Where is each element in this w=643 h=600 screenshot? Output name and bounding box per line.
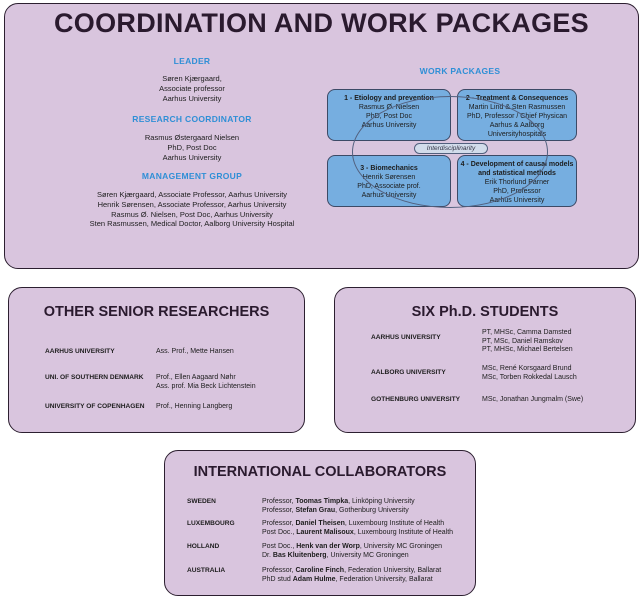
work-package-4: [457, 155, 577, 207]
wp-line: Universityhospitals: [487, 131, 547, 138]
collaborator-entry: Post Doc., Henk van der Worp, University MC Groningen: [262, 543, 442, 550]
wp-line: Martin Lind & Sten Rasmussen: [468, 104, 566, 111]
researcher-entry: Prof., Ellen Aagaard Nøhr: [156, 374, 236, 381]
phd-students-panel: [334, 287, 636, 433]
wp-line: PhD, Professor / Chief Physican: [467, 113, 567, 120]
wp-line: Aarhus University: [489, 197, 545, 204]
work-package-3: [327, 155, 451, 207]
leader-line: Associate professor: [159, 83, 225, 93]
management-group-block: [72, 190, 312, 229]
collaborator-name: Toomas Timpka: [295, 498, 349, 505]
country-label: AUSTRALIA: [187, 567, 226, 574]
country-label: SWEDEN: [187, 498, 216, 505]
wp-line: Aarhus & Aalborg: [489, 122, 545, 129]
phd-students-title: SIX Ph.D. STUDENTS: [411, 304, 559, 320]
researcher-entry: Ass. prof. Mia Beck Lichtenstein: [156, 382, 256, 390]
coordinator-line: PhD, Post Doc: [167, 142, 217, 152]
wp-line: Rasmus Ø. Nielsen: [358, 104, 420, 111]
international-collaborators-title: INTERNATIONAL COLLABORATORS: [193, 464, 447, 480]
wp-title: 1 - Etiology and prevention: [344, 95, 434, 102]
wp-line: Erik Thorlund Parner: [484, 179, 550, 186]
institution-label: UNIVERSITY OF COPENHAGEN: [45, 403, 145, 410]
international-collaborators-panel: [164, 450, 476, 596]
institution-label: GOTHENBURG UNIVERSITY: [371, 396, 461, 403]
country-label: HOLLAND: [187, 543, 220, 550]
interdisciplinarity-label: Interdisciplinarity: [414, 143, 488, 154]
collaborator-name: Henk van der Worp: [296, 543, 360, 550]
coordinator-line: Rasmus Østergaard Nielsen: [144, 133, 240, 142]
researcher-entry: Ass. Prof., Mette Hansen: [156, 348, 234, 355]
student-entry: MSc, Jonathan Jungmalm (Swe): [482, 396, 584, 403]
leader-line: Søren Kjærgaard,: [162, 74, 222, 83]
institution-label: AALBORG UNIVERSITY: [371, 369, 446, 376]
work-packages-heading: WORK PACKAGES: [419, 66, 501, 76]
management-line: Rasmus Ø. Nielsen, Post Doc, Aarhus University: [111, 209, 273, 219]
coordinator-line: Aarhus University: [162, 152, 222, 162]
wp-line: PhD, Associate prof.: [357, 183, 421, 190]
collaborator-entry: Professor, Stefan Grau, Gothenburg University: [262, 506, 409, 514]
wp-line: PhD, Professor: [493, 188, 541, 195]
management-line: Henrik Sørensen, Associate Professor, Aarhus University: [97, 199, 287, 209]
institution-label: UNI. OF SOUTHERN DENMARK: [45, 374, 144, 381]
collaborator-name: Daniel Theisen: [295, 520, 345, 527]
student-entry: MSc, Torben Rokkedal Lausch: [482, 373, 577, 381]
wp-title: 4 - Development of causal models: [460, 161, 574, 168]
wp-line: Henrik Sørensen: [362, 174, 416, 181]
management-line: Sten Rasmussen, Medical Doctor, Aalborg University Hospital: [89, 219, 295, 229]
wp-line: PhD, Post Doc: [366, 113, 412, 120]
collaborator-entry: Professor, Caroline Finch, Federation University, Ballarat: [262, 567, 442, 574]
work-package-2: [457, 89, 577, 141]
country-label: LUXEMBOURG: [187, 520, 235, 527]
institution-label: AARHUS UNIVERSITY: [371, 334, 441, 341]
wp-title-continued: and statistical methods: [478, 170, 556, 177]
collaborator-name: Caroline Finch: [295, 567, 345, 574]
collaborator-entry: Professor, Daniel Theisen, Luxembourg Institute of Health: [262, 520, 445, 527]
collaborator-entry: Professor, Toomas Timpka, Linköping University: [262, 498, 415, 505]
collaborator-name: Stefan Grau: [295, 506, 336, 514]
researcher-entry: Prof., Henning Langberg: [156, 403, 233, 410]
senior-researchers-panel: [8, 287, 305, 433]
collaborator-name: Adam Hulme: [292, 575, 336, 583]
wp-line: Aarhus University: [361, 122, 417, 129]
collaborator-entry: Post Doc., Laurent Malisoux, Luxembourg Institute of Health: [262, 528, 454, 536]
management-group-heading: MANAGEMENT GROUP: [141, 171, 243, 181]
work-package-1: [327, 89, 451, 141]
collaborator-entry: PhD stud Adam Hulme, Federation University, Ballarat: [262, 575, 433, 583]
research-coordinator-block: [92, 133, 292, 162]
institution-label: AARHUS UNIVERSITY: [45, 348, 115, 355]
main-title: COORDINATION AND WORK PACKAGES: [54, 8, 589, 38]
wp-title: 2 - Treatment & Consequences: [465, 95, 569, 102]
management-line: Søren Kjærgaard, Associate Professor, Aarhus University: [96, 190, 288, 199]
student-entry: PT, MHSc, Michael Bertelsen: [482, 346, 573, 354]
student-entry: PT, MSc, Daniel Ramskov: [482, 337, 563, 345]
senior-researchers-title: OTHER SENIOR RESEARCHERS: [43, 304, 270, 320]
student-entry: PT, MHSc, Camma Damsted: [482, 329, 572, 336]
collaborator-entry: Dr. Bas Kluitenberg, University MC Groningen: [262, 551, 409, 559]
wp-line: Aarhus University: [361, 192, 417, 199]
collaborator-name: Laurent Malisoux: [296, 528, 354, 536]
leader-line: Aarhus University: [162, 93, 222, 103]
leader-block: [92, 74, 292, 103]
leader-heading: LEADER: [173, 56, 211, 66]
research-coordinator-heading: RESEARCH COORDINATOR: [132, 114, 252, 124]
wp-title: 3 - Biomechanics: [360, 165, 418, 172]
collaborator-name: Bas Kluitenberg: [272, 551, 327, 559]
student-entry: MSc, René Korsgaard Brund: [482, 365, 572, 372]
